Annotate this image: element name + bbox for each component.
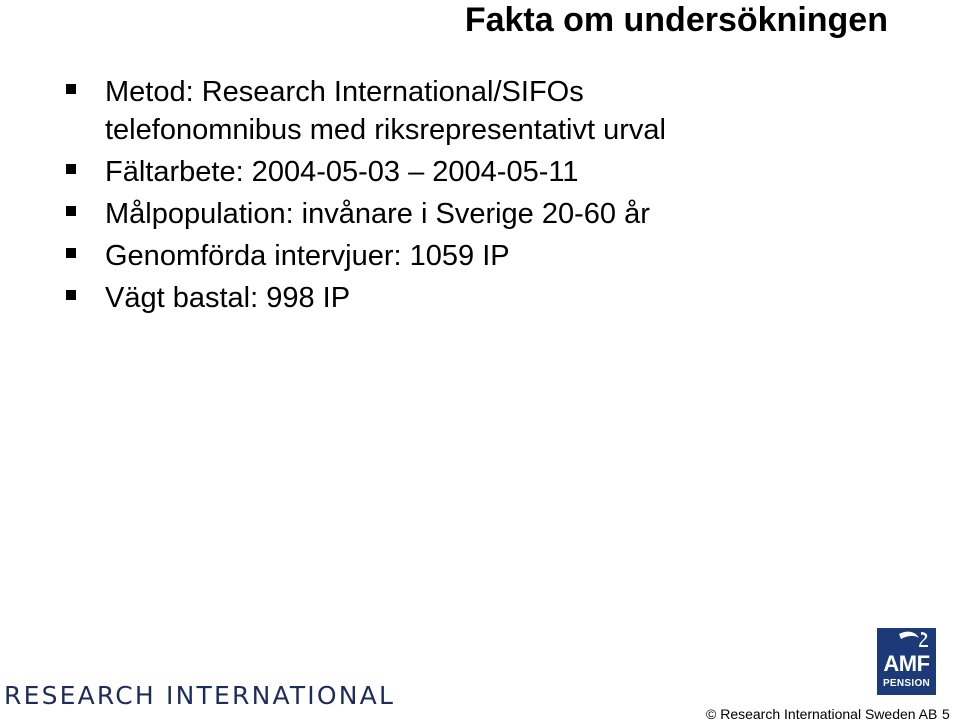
bullet-text-line: Fältarbete: 2004-05-03 – 2004-05-11 bbox=[105, 156, 579, 188]
swoosh-icon bbox=[877, 628, 936, 652]
page-number: 5 bbox=[942, 706, 950, 722]
square-bullet-icon bbox=[66, 206, 76, 216]
copyright-text: © Research International Sweden AB bbox=[706, 706, 938, 722]
bullet-item-population bbox=[66, 195, 666, 233]
bullet-text-line: Genomförda intervjuer: 1059 IP bbox=[105, 240, 510, 272]
bullet-text-line: telefonomnibus med riksrepresentativt urval bbox=[105, 114, 666, 146]
amf-logo-word: AMF bbox=[883, 651, 930, 676]
bullet-item-interviews bbox=[66, 237, 666, 275]
bullet-item-fieldwork bbox=[66, 153, 666, 191]
research-international-logo: RESEARCH INTERNATIONAL bbox=[4, 681, 396, 710]
bullet-text-line: Vägt bastal: 998 IP bbox=[105, 282, 351, 314]
square-bullet-icon bbox=[66, 84, 76, 94]
bullet-text-line: Metod: Research International/SIFOs bbox=[105, 76, 584, 108]
amf-pension-logo bbox=[877, 628, 936, 695]
bullet-item-method bbox=[66, 73, 666, 149]
bullet-item-weighted-base bbox=[66, 279, 666, 317]
square-bullet-icon bbox=[66, 164, 76, 174]
square-bullet-icon bbox=[66, 248, 76, 258]
amf-logo-sub: PENSION bbox=[882, 678, 931, 689]
bullet-text-line: Målpopulation: invånare i Sverige 20-60 år bbox=[105, 198, 650, 230]
square-bullet-icon bbox=[66, 290, 76, 300]
bullet-list bbox=[66, 73, 666, 321]
slide-title: Fakta om undersökningen bbox=[464, 1, 888, 39]
